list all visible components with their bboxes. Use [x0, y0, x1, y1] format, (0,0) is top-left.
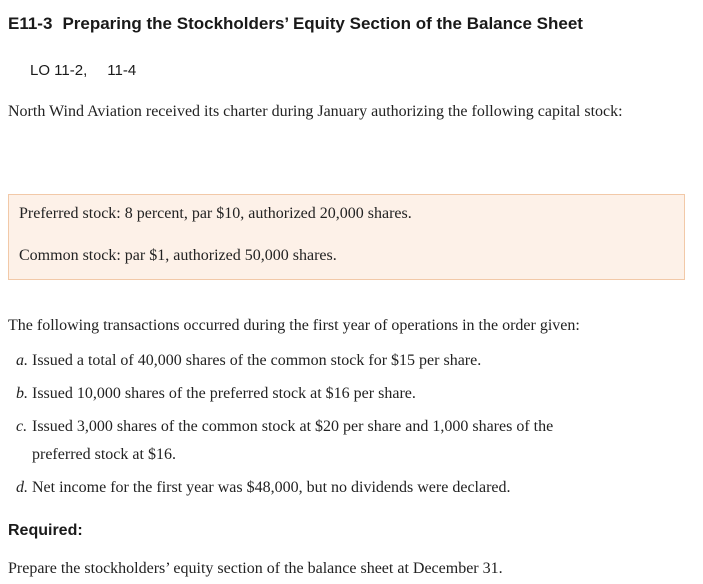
transaction-item-b [16, 380, 676, 408]
item-continuation: preferred stock at $16. [32, 446, 176, 463]
required-text: Prepare the stockholders’ equity section of the balance sheet at December 31. [8, 560, 503, 577]
item-text: Net income for the first year was $48,000, but no dividends were declared. [32, 479, 511, 496]
exercise-code: E11-3 [8, 14, 53, 33]
transaction-item-d [16, 474, 676, 502]
required-heading: Required: [8, 522, 83, 539]
transaction-item-c [16, 413, 676, 469]
common-stock-line: Common stock: par $1, authorized 50,000 shares. [19, 247, 337, 264]
item-text: Issued a total of 40,000 shares of the common stock for $15 per share. [32, 352, 482, 369]
item-text: Issued 10,000 shares of the preferred stock at $16 per share. [32, 385, 416, 402]
item-letter: d. [16, 479, 28, 496]
learning-objective-2[interactable]: 11-4 [107, 62, 137, 79]
learning-objectives [30, 62, 136, 79]
capital-stock-box [8, 194, 685, 280]
item-text: Issued 3,000 shares of the common stock at $20 per share and 1,000 shares of the [32, 418, 554, 435]
transactions-lead: The following transactions occurred during the first year of operations in the order given: [8, 317, 580, 334]
learning-objective-1[interactable]: LO 11-2, [30, 62, 88, 79]
item-letter: b. [16, 385, 28, 402]
exercise-heading: Preparing the Stockholders’ Equity Section of the Balance Sheet [62, 14, 583, 33]
preferred-stock-line: Preferred stock: 8 percent, par $10, authorized 20,000 shares. [19, 205, 412, 222]
item-letter: c. [16, 418, 28, 435]
intro-paragraph: North Wind Aviation received its charter during January authorizing the following capital stock: [8, 103, 623, 120]
exercise-title [8, 14, 583, 34]
item-letter: a. [16, 352, 28, 369]
transaction-item-a [16, 347, 676, 375]
